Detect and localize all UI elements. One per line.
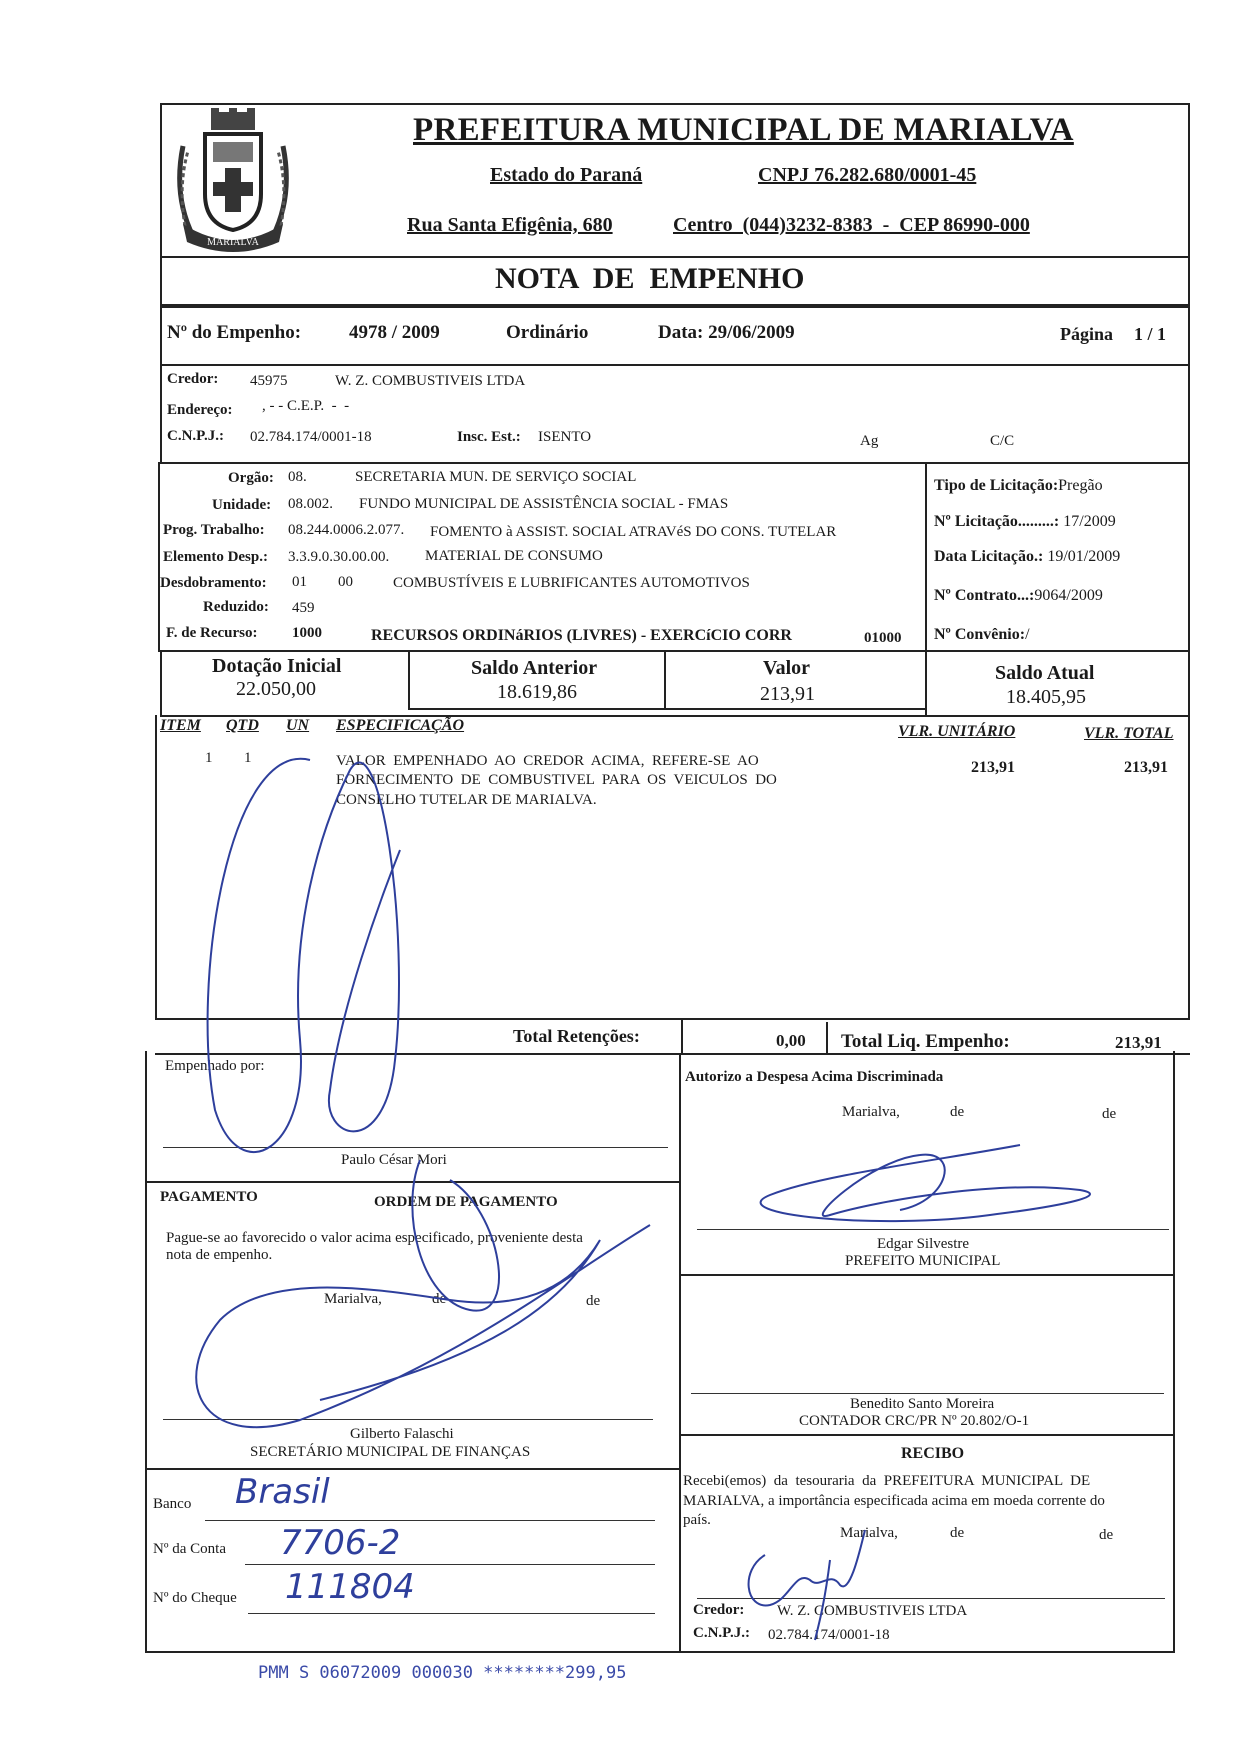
saldo-atual-value: 18.405,95 — [1006, 686, 1086, 708]
credor-cnpj: 02.784.174/0001-18 — [250, 429, 372, 445]
banco-line — [205, 1520, 655, 1521]
lower-center-divider — [679, 1053, 681, 1653]
item-spec-line: FORNECIMENTO DE COMBUSTIVEL PARA OS VEICULOS DO — [336, 772, 777, 788]
coat-of-arms — [163, 106, 303, 254]
pagamento-label: PAGAMENTO — [160, 1189, 258, 1205]
licitacao-convenio-label: Nº Convênio: — [934, 626, 1026, 643]
licitacao-tipo-label: Tipo de Licitação: — [934, 477, 1059, 494]
pagamento-role: SECRETÁRIO MUNICIPAL DE FINANÇAS — [250, 1444, 531, 1460]
totals-divider-2 — [826, 1022, 828, 1053]
empenho-label: Nº do Empenho: — [167, 322, 302, 343]
licitacao-data-value: 19/01/2009 — [1047, 548, 1121, 565]
header-divider — [160, 256, 1190, 258]
autorizo-label: Autorizo a Despesa Acima Discriminada — [685, 1069, 944, 1085]
header-contacts: Centro (044)3232-8383 - CEP 86990-000 — [673, 214, 1030, 236]
recibo-de1: de — [950, 1525, 965, 1541]
licitacao-contrato-label: Nº Contrato...: — [934, 587, 1035, 604]
recibo-cnpj: 02.784.174/0001-18 — [768, 1627, 890, 1643]
licitacao-data-label: Data Licitação.: — [934, 548, 1044, 565]
empenho-date: Data: 29/06/2009 — [658, 322, 795, 343]
orgao-label: Orgão: — [228, 470, 274, 486]
pagamento-place: Marialva, — [324, 1291, 382, 1307]
licitacao-data — [934, 548, 1120, 566]
pagamento-top-line — [145, 1181, 680, 1183]
empenhado-signature-line — [163, 1147, 668, 1148]
unidade-name: FUNDO MUNICIPAL DE ASSISTÊNCIA SOCIAL - FMAS — [359, 496, 729, 512]
licitacao-num-label: Nº Licitação.........: — [934, 513, 1060, 530]
conta-line — [245, 1564, 655, 1565]
header-state: Estado do Paraná — [490, 164, 643, 186]
col-spec-header: ESPECIFICAÇÃO — [336, 717, 465, 734]
doc-title: NOTA DE EMPENHO — [495, 262, 805, 295]
recurso-code: 1000 — [292, 625, 322, 641]
conta-handwritten: 7706-2 — [280, 1523, 401, 1563]
liq-label: Total Liq. Empenho: — [841, 1031, 1010, 1052]
col-qtd-header: QTD — [226, 717, 259, 734]
prog-label: Prog. Trabalho: — [163, 522, 265, 538]
ie-label: Insc. Est.: — [457, 429, 521, 445]
unidade-code: 08.002. — [288, 496, 333, 512]
pagamento-de2: de — [586, 1293, 601, 1309]
valor-label: Valor — [763, 657, 811, 679]
page-number: 1 / 1 — [1134, 324, 1167, 344]
contador-top-line — [679, 1274, 1175, 1276]
dotacao-inicial-label: Dotação Inicial — [212, 655, 342, 677]
liq-value: 213,91 — [1115, 1033, 1162, 1052]
col-un-header: UN — [286, 717, 310, 734]
contador-signer: Benedito Santo Moreira — [850, 1396, 995, 1412]
retencoes-label: Total Retenções: — [513, 1026, 640, 1046]
licitacao-tipo — [934, 477, 1103, 495]
contador-signature-line — [691, 1393, 1164, 1394]
footer-stamp: PMM S 06072009 000030 ********299,95 — [258, 1663, 627, 1683]
totals-top-line — [155, 1018, 1190, 1020]
col-item-header: ITEM — [160, 717, 201, 734]
unidade-label: Unidade: — [212, 497, 272, 513]
autorizo-signature-line — [697, 1229, 1169, 1230]
recibo-place: Marialva, — [840, 1525, 898, 1541]
recurso-name: RECURSOS ORDINáRIOS (LIVRES) - EXERCíCIO CORR — [371, 627, 792, 644]
empenhado-label: Empenhado por: — [165, 1058, 265, 1074]
item-spec-line: CONSELHO TUTELAR DE MARIALVA. — [336, 792, 597, 808]
item-total-value: 213,91 — [1124, 759, 1168, 776]
header-cnpj: CNPJ 76.282.680/0001-45 — [758, 164, 977, 186]
item-spec-line: VALOR EMPENHADO AO CREDOR ACIMA, REFERE-SE AO — [336, 753, 759, 769]
svg-text:MARIALVA: MARIALVA — [207, 237, 259, 248]
pagamento-text-line: nota de empenho. — [166, 1247, 273, 1263]
prog-name: FOMENTO à ASSIST. SOCIAL ATRAVéS DO CONS. TUTELAR — [430, 524, 837, 540]
credor-label: Credor: — [167, 371, 219, 387]
licitacao-convenio-value: / — [1025, 626, 1030, 643]
cc-label: C/C — [990, 433, 1015, 449]
address-label: Endereço: — [167, 402, 233, 418]
banco-handwritten: Brasil — [235, 1472, 330, 1512]
col-unit-header: VLR. UNITÁRIO — [898, 723, 1016, 740]
recibo-label: RECIBO — [901, 1445, 965, 1462]
orgao-name: SECRETARIA MUN. DE SERVIÇO SOCIAL — [355, 469, 637, 485]
empenho-type: Ordinário — [506, 322, 589, 343]
recibo-de2: de — [1099, 1527, 1114, 1543]
autorizo-de2: de — [1102, 1106, 1117, 1122]
autorizo-de1: de — [950, 1104, 965, 1120]
recibo-text-line: MARIALVA, a importância especificada acima em moeda corrente do — [683, 1493, 1105, 1509]
recibo-top-line — [679, 1434, 1175, 1436]
conta-label: Nº da Conta — [153, 1541, 226, 1557]
banco-label: Banco — [153, 1496, 192, 1512]
credor-cnpj-label: C.N.P.J.: — [167, 428, 224, 444]
ordem-pagamento: ORDEM DE PAGAMENTO — [374, 1194, 558, 1210]
cheque-line — [248, 1613, 655, 1614]
recibo-credor-label: Credor: — [693, 1602, 745, 1618]
saldo-anterior-label: Saldo Anterior — [471, 657, 598, 679]
saldo-anterior-value: 18.619,86 — [497, 681, 577, 703]
contador-role: CONTADOR CRC/PR Nº 20.802/O-1 — [799, 1413, 1030, 1429]
item-unit-value: 213,91 — [971, 759, 1015, 776]
col-total-header: VLR. TOTAL — [1084, 725, 1174, 742]
recibo-text-line: país. — [683, 1512, 711, 1528]
page-title: PREFEITURA MUNICIPAL DE MARIALVA — [413, 112, 1074, 148]
prog-code: 08.244.0006.2.077. — [288, 522, 405, 538]
dotacao-inicial-value: 22.050,00 — [236, 678, 316, 700]
recurso-label: F. de Recurso: — [166, 625, 258, 641]
licitacao-num — [934, 513, 1116, 531]
recibo-credor: W. Z. COMBUSTIVEIS LTDA — [777, 1603, 968, 1619]
autorizo-role: PREFEITO MUNICIPAL — [845, 1253, 1001, 1269]
recibo-signature-line — [697, 1598, 1165, 1599]
desdobramento-label: Desdobramento: — [160, 575, 267, 591]
elemento-label: Elemento Desp.: — [163, 549, 268, 565]
valor-value: 213,91 — [760, 683, 815, 705]
credor-name: W. Z. COMBUSTIVEIS LTDA — [335, 373, 526, 389]
credor-code: 45975 — [250, 373, 288, 389]
desdobramento-code1: 01 — [292, 574, 307, 590]
banco-top-line — [145, 1468, 680, 1470]
pagamento-signer: Gilberto Falaschi — [350, 1426, 454, 1442]
header-street: Rua Santa Efigênia, 680 — [407, 214, 613, 236]
pagamento-signature-line — [163, 1419, 653, 1420]
ie-value: ISENTO — [538, 429, 592, 445]
autorizo-signer: Edgar Silvestre — [877, 1236, 970, 1252]
cheque-label: Nº do Cheque — [153, 1590, 237, 1606]
recibo-cnpj-label: C.N.P.J.: — [693, 1625, 750, 1641]
totals-divider-1 — [681, 1018, 683, 1053]
address-value: , - - C.E.P. - - — [262, 398, 350, 414]
licitacao-contrato-value: 9064/2009 — [1034, 587, 1103, 604]
saldo-atual-label: Saldo Atual — [995, 662, 1095, 684]
desdobramento-code2: 00 — [338, 574, 353, 590]
autorizo-place: Marialva, — [842, 1104, 900, 1120]
cheque-handwritten: 111804 — [285, 1567, 415, 1607]
municipal-coat-of-arms-icon — [163, 106, 303, 254]
reduzido-value: 459 — [292, 600, 315, 616]
desdobramento-name: COMBUSTÍVEIS E LUBRIFICANTES AUTOMOTIVOS — [393, 575, 750, 591]
licitacao-num-value: 17/2009 — [1063, 513, 1116, 530]
recibo-text-line: Recebi(emos) da tesouraria da PREFEITURA MUNICIPAL DE — [683, 1473, 1091, 1489]
reduzido-label: Reduzido: — [203, 599, 269, 615]
ag-label: Ag — [860, 433, 879, 449]
recurso-code2: 01000 — [864, 630, 902, 646]
orgao-code: 08. — [288, 469, 307, 485]
retencoes-value: 0,00 — [776, 1031, 806, 1050]
pagamento-de1: de — [432, 1291, 447, 1307]
page-label: Página — [1060, 324, 1114, 344]
empenho-number: 4978 / 2009 — [349, 322, 440, 343]
elemento-name: MATERIAL DE CONSUMO — [425, 548, 603, 564]
elemento-code: 3.3.9.0.30.00.00. — [288, 549, 390, 565]
licitacao-contrato — [934, 587, 1103, 605]
licitacao-convenio — [934, 626, 1030, 644]
pagamento-text-line: Pague-se ao favorecido o valor acima especificado, proveniente desta — [166, 1230, 583, 1246]
empenhado-signer: Paulo César Mori — [341, 1152, 447, 1168]
item-number: 1 — [205, 750, 213, 766]
licitacao-tipo-value: Pregão — [1058, 477, 1103, 494]
item-qty: 1 — [244, 750, 252, 766]
